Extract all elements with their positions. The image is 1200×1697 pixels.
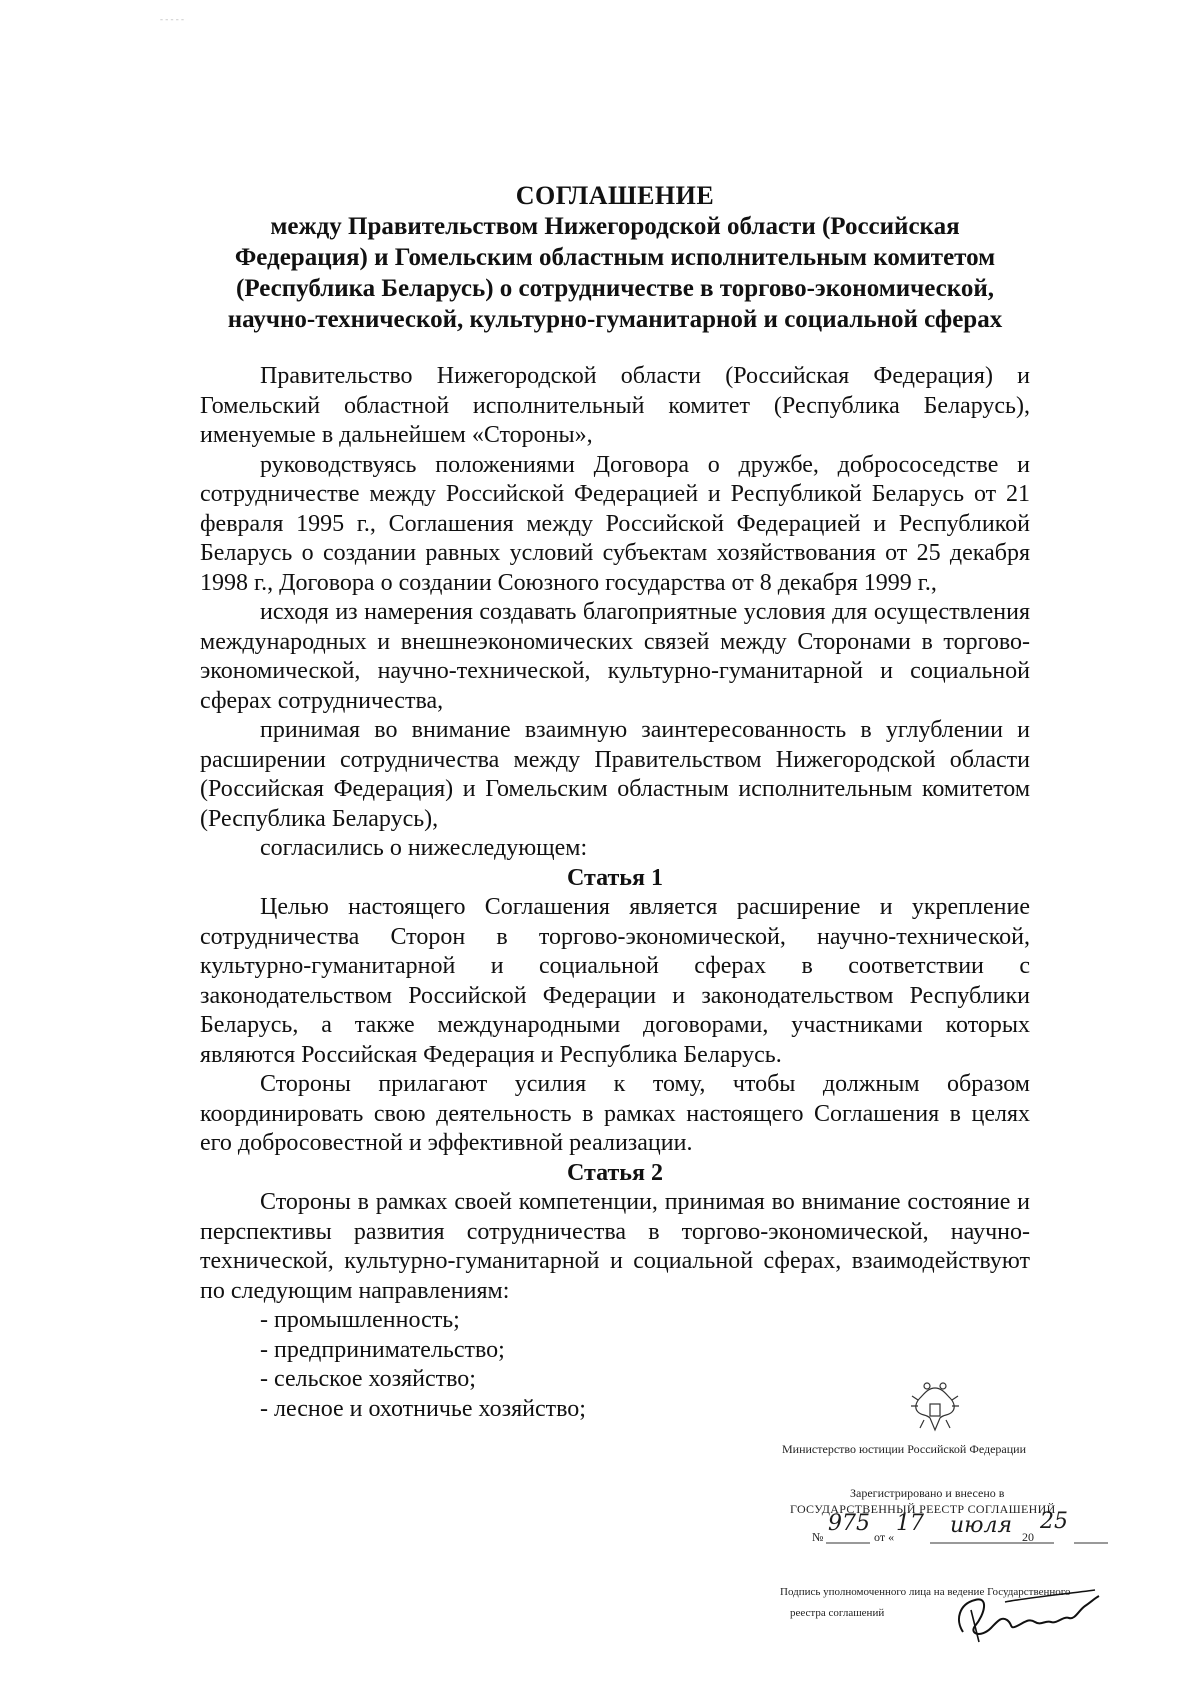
registration-number: 975	[828, 1511, 870, 1536]
handwritten-signature-icon	[945, 1580, 1105, 1650]
preamble-paragraph: Правительство Нижегородской области (Российская Федерация) и Гомельский областной исполнительный комитет (Республика Беларусь), именуемые в дальнейшем «Стороны»,	[200, 363, 1030, 448]
directions-list	[200, 1306, 650, 1424]
ministry-label: Министерство юстиции Российской Федерации	[782, 1442, 1027, 1456]
registration-year: 25	[1040, 1509, 1068, 1534]
date-from-label: от «	[874, 1530, 895, 1544]
title-line: Федерация) и Гомельским областным исполнительным комитетом	[234, 244, 996, 271]
registration-month: июля	[950, 1513, 1013, 1538]
registration-day: 17	[896, 1511, 924, 1536]
preamble-paragraph: исходя из намерения создавать благоприятные условия для осуществления международных и внешнеэкономических связей между Сторонами в торгово-экономической, научно-технической, культурно-гуманитарной и социальной сферах сотрудничества,	[200, 599, 1030, 714]
signature-label: Подпись уполномоченного лица на ведение Государственного	[780, 1586, 1071, 1598]
article-1-paragraph: Целью настоящего Соглашения является расширение и укрепление сотрудничества Сторон в торгово-экономической, научно-технической, культурно-гуманитарной и социальной сферах в соответствии с законодательством Российской Федерации и законодательством Республики Беларусь, а также международными договорами, участниками которых являются Российская Федерация и Республика Беларусь.	[200, 894, 1030, 1068]
article-2-paragraph: Стороны в рамках своей компетенции, принимая во внимание состояние и перспективы развития сотрудничества в торгово-экономической, научно-технической, культурно-гуманитарной и социальной сферах, взаимодействуют по следующим направлениям:	[200, 1189, 1030, 1304]
title-main: СОГЛАШЕНИЕ	[515, 181, 715, 210]
preamble-paragraph: принимая во внимание взаимную заинтересованность в углублении и расширении сотрудничества между Правительством Нижегородской области (Российская Федерация) и Гомельским областным исполнительным комитетом (Республика Беларусь),	[200, 717, 1030, 832]
list-item: - лесное и охотничье хозяйство;	[260, 1395, 586, 1422]
registry-label: ГОСУДАРСТВЕННЫЙ РЕЕСТР СОГЛАШЕНИЙ	[790, 1502, 1056, 1516]
article-1-heading: Статья 1	[567, 864, 663, 891]
article-2-heading: Статья 2	[567, 1159, 663, 1186]
list-item: - промышленность;	[260, 1307, 460, 1333]
list-item: - предпринимательство;	[260, 1336, 505, 1363]
preamble-paragraph: согласились о нижеследующем:	[260, 835, 588, 861]
scan-artifact: - - - - -	[160, 14, 184, 24]
registration-stamp	[780, 1380, 1120, 1680]
article-1-paragraph: Стороны прилагают усилия к тому, чтобы должным образом координировать свою деятельность в рамках настоящего Соглашения в целях его добросовестной и эффективной реализации.	[200, 1071, 1030, 1156]
year-prefix: 20	[1022, 1530, 1034, 1544]
agreement-title	[200, 180, 1030, 335]
title-line: между Правительством Нижегородской области (Российская	[270, 213, 960, 240]
registered-label: Зарегистрировано и внесено в	[850, 1486, 1005, 1500]
list-item: - сельское хозяйство;	[260, 1366, 476, 1392]
document-body	[200, 362, 1030, 1424]
title-line: научно-технической, культурно-гуманитарной и социальной сферах	[227, 306, 1003, 333]
coat-of-arms-icon	[910, 1380, 960, 1435]
underline	[826, 1540, 1126, 1546]
title-line: (Республика Беларусь) о сотрудничестве в торгово-экономической,	[236, 275, 994, 302]
preamble-paragraph: руководствуясь положениями Договора о дружбе, добрососедстве и сотрудничестве между Российской Федерацией и Республикой Беларусь от 21 февраля 1995 г., Соглашения между Российской Федерацией и Республикой Беларусь о создании равных условий субъектам хозяйствования от 25 декабря 1998 г., Договора о создании Союзного государства от 8 декабря 1999 г.,	[200, 451, 1030, 596]
signature-label: реестра соглашений	[790, 1607, 885, 1619]
number-prefix: №	[812, 1530, 824, 1544]
